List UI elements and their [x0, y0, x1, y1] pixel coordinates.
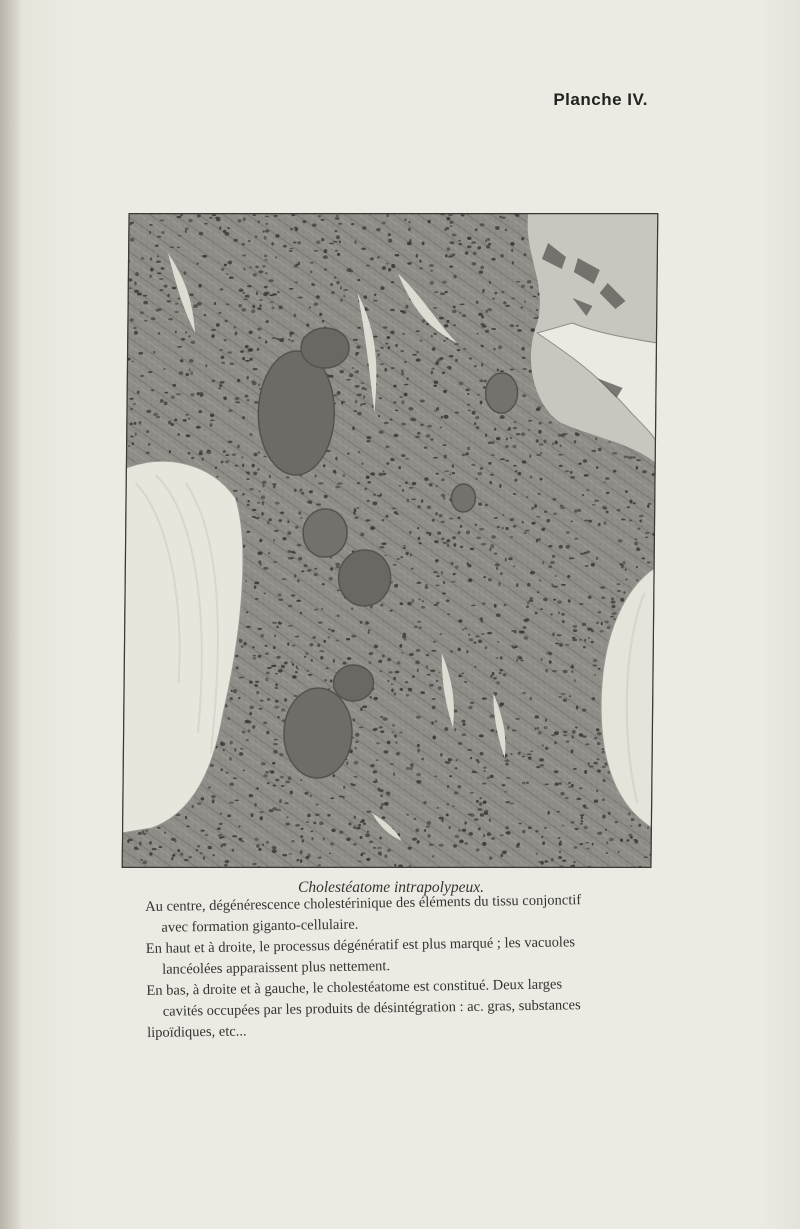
caption-line: En haut et à droite, le processus dégénératif est plus marqué ; les vacuoles — [145, 934, 576, 957]
figure-caption — [145, 889, 677, 1044]
caption-line: avec formation giganto-cellulaire. — [161, 916, 359, 936]
micrograph-image — [122, 213, 659, 868]
caption-line: Au centre, dégénérescence cholestérinique des éléments du tissu conjonctif — [145, 892, 582, 915]
caption-line: lipoïdiques, etc... — [147, 1023, 247, 1041]
plate-label: Planche IV. — [553, 90, 648, 109]
page-gutter-shadow — [0, 0, 22, 1229]
caption-line: En bas, à droite et à gauche, le cholestéatome est constitué. Deux larges — [146, 976, 563, 999]
histology-figure — [122, 213, 659, 868]
figure-caption-title: Cholestéatome intrapolypeux. — [298, 879, 484, 896]
caption-line: cavités occupées par les produits de désintégration : ac. gras, substances — [162, 997, 581, 1020]
caption-line: lancéolées apparaissent plus nettement. — [162, 958, 391, 978]
